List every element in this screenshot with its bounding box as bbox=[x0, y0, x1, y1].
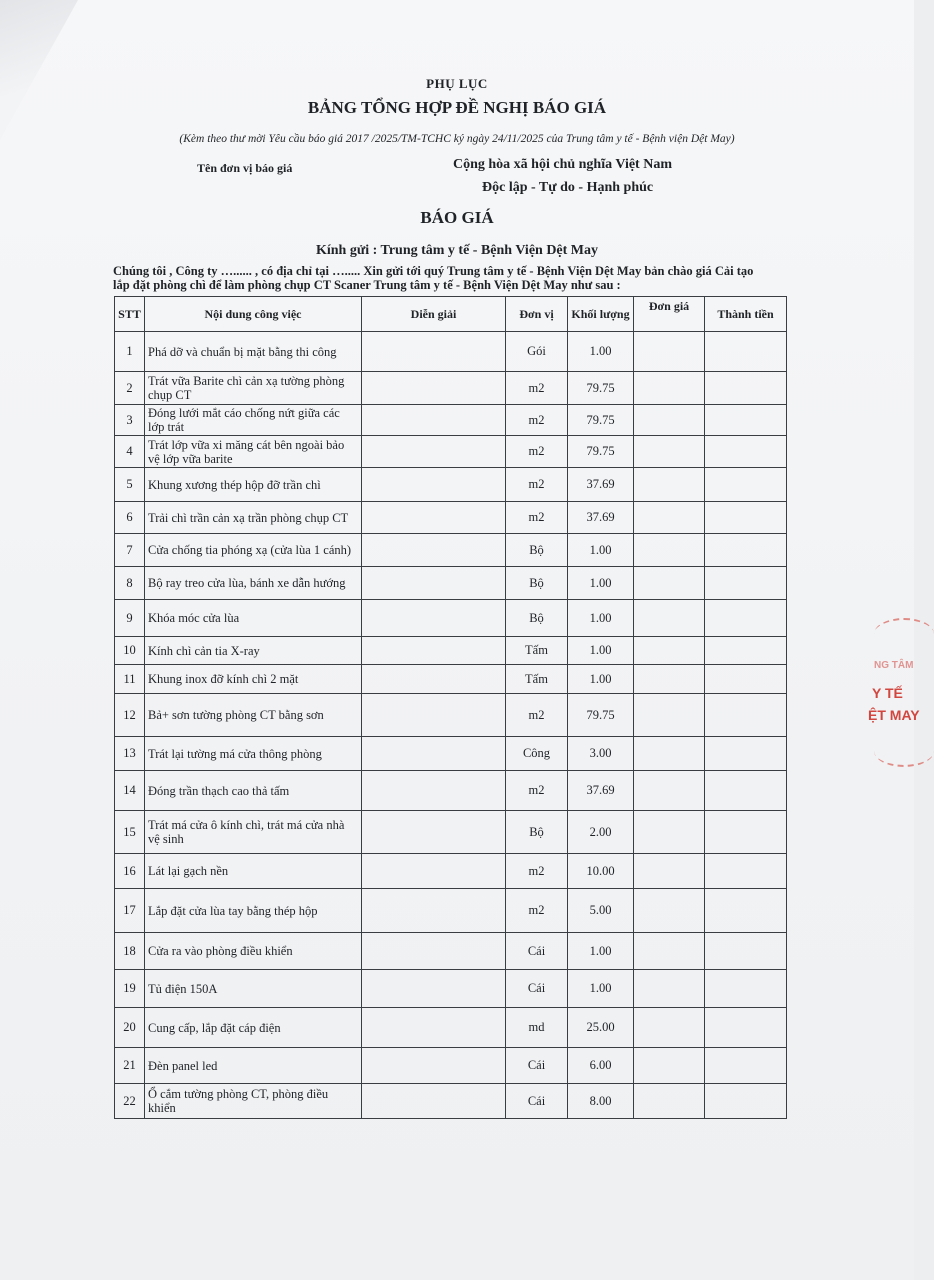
cell-thanh-tien bbox=[705, 468, 787, 502]
cell-don-vi: m2 bbox=[506, 468, 568, 502]
cell-stt: 4 bbox=[115, 436, 145, 468]
cell-thanh-tien bbox=[705, 771, 787, 811]
reference-note: (Kèm theo thư mời Yêu cầu báo giá 2017 /2025/TM-TCHC ký ngày 24/11/2025 của Trung tâm y tế - Bệnh viện Dệt May) bbox=[179, 133, 735, 145]
cell-don-gia bbox=[634, 567, 705, 600]
cell-thanh-tien bbox=[705, 1084, 787, 1119]
col-noi-dung: Nội dung công việc bbox=[145, 297, 362, 332]
cell-noi-dung: Khóa móc cửa lùa bbox=[145, 600, 362, 637]
stamp-text-a: Y TẾ bbox=[872, 685, 903, 701]
cell-khoi-luong: 6.00 bbox=[568, 1048, 634, 1084]
table-row bbox=[115, 665, 787, 694]
table-header-row bbox=[115, 297, 787, 332]
cell-don-vi: Bộ bbox=[506, 534, 568, 567]
cell-thanh-tien bbox=[705, 405, 787, 436]
table-row bbox=[115, 502, 787, 534]
intro-line-2: lắp đặt phòng chì để làm phòng chụp CT Scaner Trung tâm y tế - Bệnh Viện Dệt May như sau : bbox=[113, 277, 621, 292]
cell-don-gia bbox=[634, 502, 705, 534]
cell-dien-giai bbox=[362, 332, 506, 372]
cell-stt: 11 bbox=[115, 665, 145, 694]
cell-stt: 21 bbox=[115, 1048, 145, 1084]
cell-khoi-luong: 1.00 bbox=[568, 567, 634, 600]
cell-dien-giai bbox=[362, 468, 506, 502]
cell-dien-giai bbox=[362, 665, 506, 694]
cell-khoi-luong: 1.00 bbox=[568, 665, 634, 694]
col-khoi-luong: Khối lượng bbox=[568, 297, 634, 332]
col-thanh-tien: Thành tiền bbox=[705, 297, 787, 332]
vendor-name-label: Tên đơn vị báo giá bbox=[197, 161, 293, 175]
national-motto: Độc lập - Tự do - Hạnh phúc bbox=[482, 180, 654, 195]
cell-stt: 6 bbox=[115, 502, 145, 534]
cell-stt: 9 bbox=[115, 600, 145, 637]
cell-noi-dung: Đóng trần thạch cao thả tấm bbox=[145, 771, 362, 811]
cell-stt: 2 bbox=[115, 372, 145, 405]
cell-don-gia bbox=[634, 694, 705, 737]
cell-dien-giai bbox=[362, 1084, 506, 1119]
cell-dien-giai bbox=[362, 970, 506, 1008]
cell-thanh-tien bbox=[705, 600, 787, 637]
cell-dien-giai bbox=[362, 372, 506, 405]
cell-khoi-luong: 37.69 bbox=[568, 771, 634, 811]
cell-don-gia bbox=[634, 534, 705, 567]
col-don-gia: Đơn giá bbox=[634, 297, 705, 332]
cell-thanh-tien bbox=[705, 637, 787, 665]
cell-noi-dung: Trát vữa Barite chì cản xạ tường phòng chụp CT bbox=[145, 372, 362, 405]
cell-thanh-tien bbox=[705, 694, 787, 737]
cell-khoi-luong: 1.00 bbox=[568, 600, 634, 637]
table-row bbox=[115, 567, 787, 600]
cell-dien-giai bbox=[362, 436, 506, 468]
cell-don-vi: Cái bbox=[506, 1048, 568, 1084]
cell-khoi-luong: 25.00 bbox=[568, 1008, 634, 1048]
cell-khoi-luong: 37.69 bbox=[568, 468, 634, 502]
cell-khoi-luong: 79.75 bbox=[568, 694, 634, 737]
cell-thanh-tien bbox=[705, 854, 787, 889]
cell-don-vi: Cái bbox=[506, 970, 568, 1008]
cell-don-gia bbox=[634, 436, 705, 468]
cell-noi-dung: Trát lại tường má cửa thông phòng bbox=[145, 737, 362, 771]
intro-paragraph bbox=[113, 265, 793, 292]
cell-stt: 17 bbox=[115, 889, 145, 933]
table-row bbox=[115, 436, 787, 468]
table-row bbox=[115, 854, 787, 889]
table-row bbox=[115, 468, 787, 502]
cell-noi-dung: Kính chì cản tia X-ray bbox=[145, 637, 362, 665]
cell-don-vi: m2 bbox=[506, 405, 568, 436]
cell-stt: 5 bbox=[115, 468, 145, 502]
cell-don-gia bbox=[634, 468, 705, 502]
cell-thanh-tien bbox=[705, 372, 787, 405]
stamp-text-b: ỆT MAY bbox=[868, 707, 920, 723]
table-row bbox=[115, 332, 787, 372]
cell-dien-giai bbox=[362, 534, 506, 567]
cell-don-gia bbox=[634, 372, 705, 405]
cell-khoi-luong: 79.75 bbox=[568, 372, 634, 405]
cell-stt: 3 bbox=[115, 405, 145, 436]
table-row bbox=[115, 771, 787, 811]
cell-don-vi: Cái bbox=[506, 933, 568, 970]
cell-thanh-tien bbox=[705, 933, 787, 970]
stamp-text-c: NG TÂM bbox=[874, 660, 914, 671]
cell-thanh-tien bbox=[705, 534, 787, 567]
col-stt: STT bbox=[115, 297, 145, 332]
cell-don-gia bbox=[634, 811, 705, 854]
cell-dien-giai bbox=[362, 933, 506, 970]
cell-noi-dung: Trải chì trần cản xạ trần phòng chụp CT bbox=[145, 502, 362, 534]
cell-don-gia bbox=[634, 1084, 705, 1119]
cell-thanh-tien bbox=[705, 332, 787, 372]
cell-khoi-luong: 1.00 bbox=[568, 332, 634, 372]
cell-khoi-luong: 79.75 bbox=[568, 436, 634, 468]
cell-dien-giai bbox=[362, 637, 506, 665]
cell-thanh-tien bbox=[705, 436, 787, 468]
stamp-arc-top bbox=[874, 618, 934, 650]
cell-dien-giai bbox=[362, 405, 506, 436]
cell-thanh-tien bbox=[705, 737, 787, 771]
cell-noi-dung: Trát lớp vữa xi măng cát bên ngoài bảo vệ lớp vữa barite bbox=[145, 436, 362, 468]
cell-dien-giai bbox=[362, 737, 506, 771]
cell-thanh-tien bbox=[705, 1008, 787, 1048]
cell-don-gia bbox=[634, 737, 705, 771]
intro-line-1: Chúng tôi , Công ty …...... , có địa chỉ tại …..... Xin gửi tới quý Trung tâm y tế - Bệnh Viện Dệt May bản chào giá Cải tạo bbox=[113, 264, 754, 278]
quotation-table bbox=[114, 296, 787, 1119]
cell-don-vi: m2 bbox=[506, 771, 568, 811]
table-row bbox=[115, 534, 787, 567]
national-title: Cộng hòa xã hội chủ nghĩa Việt Nam bbox=[453, 157, 672, 172]
cell-noi-dung: Đèn panel led bbox=[145, 1048, 362, 1084]
cell-dien-giai bbox=[362, 502, 506, 534]
cell-noi-dung: Ổ cắm tường phòng CT, phòng điều khiển bbox=[145, 1084, 362, 1119]
cell-khoi-luong: 1.00 bbox=[568, 637, 634, 665]
cell-don-gia bbox=[634, 1008, 705, 1048]
cell-stt: 10 bbox=[115, 637, 145, 665]
cell-dien-giai bbox=[362, 567, 506, 600]
recipient-line: Kính gửi : Trung tâm y tế - Bệnh Viện Dệt May bbox=[315, 243, 599, 258]
table-row bbox=[115, 600, 787, 637]
table-row bbox=[115, 372, 787, 405]
cell-don-gia bbox=[634, 1048, 705, 1084]
cell-khoi-luong: 1.00 bbox=[568, 970, 634, 1008]
cell-stt: 12 bbox=[115, 694, 145, 737]
cell-don-vi: m2 bbox=[506, 372, 568, 405]
cell-thanh-tien bbox=[705, 665, 787, 694]
table-row bbox=[115, 889, 787, 933]
appendix-label: PHỤ LỤC bbox=[426, 76, 488, 91]
cell-don-vi: Cái bbox=[506, 1084, 568, 1119]
cell-noi-dung: Phá dỡ và chuẩn bị mặt bằng thi công bbox=[145, 332, 362, 372]
quotation-heading: BÁO GIÁ bbox=[420, 208, 494, 227]
cell-don-vi: Công bbox=[506, 737, 568, 771]
cell-noi-dung: Khung xương thép hộp đỡ trần chì bbox=[145, 468, 362, 502]
cell-stt: 1 bbox=[115, 332, 145, 372]
cell-khoi-luong: 2.00 bbox=[568, 811, 634, 854]
cell-stt: 16 bbox=[115, 854, 145, 889]
table-row bbox=[115, 933, 787, 970]
cell-noi-dung: Khung inox đỡ kính chì 2 mặt bbox=[145, 665, 362, 694]
cell-don-vi: Bộ bbox=[506, 567, 568, 600]
cell-thanh-tien bbox=[705, 567, 787, 600]
cell-stt: 7 bbox=[115, 534, 145, 567]
cell-khoi-luong: 8.00 bbox=[568, 1084, 634, 1119]
cell-don-gia bbox=[634, 637, 705, 665]
cell-thanh-tien bbox=[705, 1048, 787, 1084]
cell-don-gia bbox=[634, 889, 705, 933]
cell-khoi-luong: 79.75 bbox=[568, 405, 634, 436]
cell-thanh-tien bbox=[705, 970, 787, 1008]
cell-noi-dung: Cung cấp, lắp đặt cáp điện bbox=[145, 1008, 362, 1048]
cell-don-vi: m2 bbox=[506, 889, 568, 933]
col-dien-giai: Diễn giải bbox=[362, 297, 506, 332]
cell-thanh-tien bbox=[705, 502, 787, 534]
table-row bbox=[115, 1084, 787, 1119]
cell-khoi-luong: 1.00 bbox=[568, 933, 634, 970]
cell-don-vi: md bbox=[506, 1008, 568, 1048]
table-row bbox=[115, 737, 787, 771]
cell-don-gia bbox=[634, 332, 705, 372]
cell-khoi-luong: 5.00 bbox=[568, 889, 634, 933]
cell-don-gia bbox=[634, 405, 705, 436]
cell-dien-giai bbox=[362, 600, 506, 637]
table-row bbox=[115, 637, 787, 665]
cell-don-gia bbox=[634, 854, 705, 889]
cell-dien-giai bbox=[362, 694, 506, 737]
cell-khoi-luong: 1.00 bbox=[568, 534, 634, 567]
cell-dien-giai bbox=[362, 811, 506, 854]
cell-don-vi: m2 bbox=[506, 502, 568, 534]
cell-don-gia bbox=[634, 933, 705, 970]
cell-thanh-tien bbox=[705, 889, 787, 933]
cell-noi-dung: Lắp đặt cửa lùa tay bằng thép hộp bbox=[145, 889, 362, 933]
table-row bbox=[115, 694, 787, 737]
cell-don-vi: Bộ bbox=[506, 600, 568, 637]
cell-don-vi: Bộ bbox=[506, 811, 568, 854]
cell-stt: 20 bbox=[115, 1008, 145, 1048]
cell-stt: 14 bbox=[115, 771, 145, 811]
cell-don-gia bbox=[634, 970, 705, 1008]
red-stamp bbox=[862, 610, 922, 770]
cell-thanh-tien bbox=[705, 811, 787, 854]
table-row bbox=[115, 405, 787, 436]
cell-stt: 13 bbox=[115, 737, 145, 771]
col-don-vi: Đơn vị bbox=[506, 297, 568, 332]
cell-noi-dung: Đóng lưới mắt cáo chống nứt giữa các lớp trát bbox=[145, 405, 362, 436]
cell-khoi-luong: 3.00 bbox=[568, 737, 634, 771]
cell-don-vi: m2 bbox=[506, 694, 568, 737]
cell-dien-giai bbox=[362, 1008, 506, 1048]
cell-khoi-luong: 10.00 bbox=[568, 854, 634, 889]
cell-noi-dung: Cửa chống tia phóng xạ (cửa lùa 1 cánh) bbox=[145, 534, 362, 567]
cell-noi-dung: Bộ ray treo cửa lùa, bánh xe dẫn hướng bbox=[145, 567, 362, 600]
cell-dien-giai bbox=[362, 889, 506, 933]
table-row bbox=[115, 1048, 787, 1084]
table-row bbox=[115, 1008, 787, 1048]
cell-khoi-luong: 37.69 bbox=[568, 502, 634, 534]
cell-don-vi: Tấm bbox=[506, 665, 568, 694]
cell-stt: 19 bbox=[115, 970, 145, 1008]
cell-stt: 15 bbox=[115, 811, 145, 854]
cell-stt: 18 bbox=[115, 933, 145, 970]
cell-noi-dung: Cửa ra vào phòng điều khiển bbox=[145, 933, 362, 970]
cell-don-vi: m2 bbox=[506, 854, 568, 889]
cell-don-vi: m2 bbox=[506, 436, 568, 468]
cell-noi-dung: Tủ điện 150A bbox=[145, 970, 362, 1008]
cell-dien-giai bbox=[362, 1048, 506, 1084]
cell-noi-dung: Trát má cửa ô kính chì, trát má cửa nhà vệ sinh bbox=[145, 811, 362, 854]
cell-dien-giai bbox=[362, 771, 506, 811]
stamp-arc-bottom bbox=[874, 735, 934, 767]
cell-stt: 22 bbox=[115, 1084, 145, 1119]
cell-don-vi: Tấm bbox=[506, 637, 568, 665]
cell-don-gia bbox=[634, 771, 705, 811]
cell-don-vi: Gói bbox=[506, 332, 568, 372]
table-row bbox=[115, 970, 787, 1008]
table-row bbox=[115, 811, 787, 854]
cell-dien-giai bbox=[362, 854, 506, 889]
document-title: BẢNG TỔNG HỢP ĐỀ NGHỊ BÁO GIÁ bbox=[307, 98, 607, 117]
page-fold bbox=[0, 0, 80, 140]
cell-stt: 8 bbox=[115, 567, 145, 600]
cell-don-gia bbox=[634, 665, 705, 694]
cell-don-gia bbox=[634, 600, 705, 637]
cell-noi-dung: Lát lại gạch nền bbox=[145, 854, 362, 889]
cell-noi-dung: Bả+ sơn tường phòng CT bằng sơn bbox=[145, 694, 362, 737]
